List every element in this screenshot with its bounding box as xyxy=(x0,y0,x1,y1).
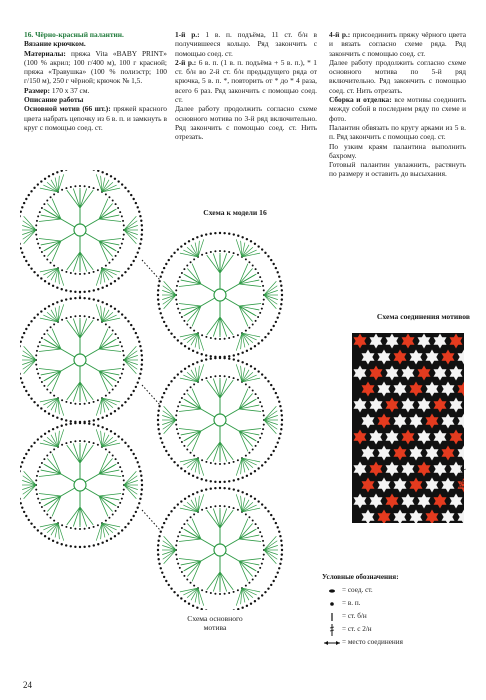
legend xyxy=(322,572,472,649)
motif xyxy=(20,297,143,423)
row1-paragraph xyxy=(175,30,317,58)
materials-text: пряжа Vita «BABY PRINT» (100 % акрил; 100 г/400 м), 100 г красной; пряжа «Травушка» (100 % полиэстр; 100 г/150 м), 250 г чёрной; крючок № 1,5. xyxy=(24,48,167,86)
materials-label: Материалы: xyxy=(24,48,66,58)
work-heading xyxy=(24,95,167,104)
edge-paragraph: Палантин обвязать по кругу арками из 5 в. п. Ряд закончить с помощью соед. ст. xyxy=(329,122,466,142)
work-label: Описание работы xyxy=(24,95,84,105)
tool-line xyxy=(24,39,167,48)
double-treble-icon xyxy=(322,624,342,636)
motif xyxy=(20,170,143,293)
assembly-text: все мотивы соединить между собой в последнем ряду по схеме и фото. xyxy=(329,95,466,123)
article-heading: 16. Чёрно-красный палантин. xyxy=(24,30,124,39)
motif xyxy=(157,357,283,483)
rapport-label: Раппорт xyxy=(458,463,466,488)
connector-line xyxy=(142,260,160,280)
motif xyxy=(157,232,283,358)
size-paragraph xyxy=(24,86,167,95)
row2-label: 2-й р.: xyxy=(175,57,197,67)
legend-item: = в. п. xyxy=(322,597,472,610)
text-column-2 xyxy=(175,30,317,142)
legend-item: = соед. ст. xyxy=(322,584,472,597)
legend-item: = место соединения xyxy=(322,636,472,649)
text-column-3 xyxy=(329,30,466,179)
motif-paragraph xyxy=(24,104,167,132)
motif xyxy=(157,487,283,610)
legend-item: = ст. с 2/н xyxy=(322,623,472,636)
row1-text: 1 в. п. подъёма, 11 ст. б/н в получившееся кольцо. Ряд закончить с помощью соед. ст. xyxy=(175,30,317,58)
text-column-1 xyxy=(24,30,167,132)
motif-text: пряжей красного цвета набрать цепочку из 6 в. п. и замкнуть в круг с помощью соед. ст. xyxy=(24,104,167,132)
chain-stitch-icon xyxy=(322,601,342,607)
finish-paragraph: Готовый палантин увлажнить, растянуть по размеру и оставить до высыхания. xyxy=(329,160,466,179)
crochet-scheme-diagram xyxy=(20,170,360,610)
single-crochet-icon xyxy=(322,612,342,622)
materials-paragraph xyxy=(24,49,167,86)
legend-item: = ст. б/н xyxy=(322,610,472,623)
scheme-model-caption: Схема к модели 16 xyxy=(203,208,267,217)
fringe-paragraph: По узким краям палантина выполнить бахрому. xyxy=(329,141,466,160)
continue2-paragraph: Далее работу продолжить согласно схеме основного мотива по 5-й ряд включительно. Ряд закончить с помощью соед. ст. Нить отрезать. xyxy=(329,57,466,95)
row1-label: 1-й р.: xyxy=(175,30,200,39)
tool-label: Вязание крючком. xyxy=(24,39,86,49)
scheme-joining-caption: Схема соединения мотивов xyxy=(376,312,470,321)
row2-paragraph xyxy=(175,58,317,104)
row4-paragraph xyxy=(329,30,466,58)
legend-title: Условные обозначения: xyxy=(322,573,399,581)
continue-paragraph: Далее работу продолжить согласно схеме основного мотива по 3-й ряд включительно. Ряд закончить с помощью соед. ст. Нить отрезать. xyxy=(175,104,317,142)
row2-text: 6 в. п. (1 в. п. подъёма + 5 в. п.), * 1 ст. б/н во 2-й ст. б/н предыдущего ряда от крючка, 5 в. п. *, повторить от * до * 4 раза, всего 6 раз. Ряд закончить с помощью соед. ст. xyxy=(175,57,317,105)
slip-stitch-icon xyxy=(322,588,342,594)
join-point-icon xyxy=(322,640,342,646)
assembly-paragraph xyxy=(329,95,466,123)
motif-label: Основной мотив (66 шт.): xyxy=(24,104,111,114)
connector-line xyxy=(142,510,160,530)
page-number: 24 xyxy=(23,680,32,690)
motif xyxy=(20,422,143,548)
size-label: Размер: xyxy=(24,85,50,95)
joining-scheme-diagram xyxy=(352,333,464,523)
connector-line xyxy=(142,385,160,405)
assembly-label: Сборка и отделка: xyxy=(329,95,392,105)
row4-text: присоединить пряжу чёрного цвета и вязать согласно схеме ряда. Ряд закончить с помощью соед. ст. xyxy=(329,30,466,58)
size-text: 170 х 37 см. xyxy=(51,85,90,95)
row4-label: 4-й р.: xyxy=(329,30,351,39)
scheme-motif-caption: Схема основного мотива xyxy=(187,614,243,632)
